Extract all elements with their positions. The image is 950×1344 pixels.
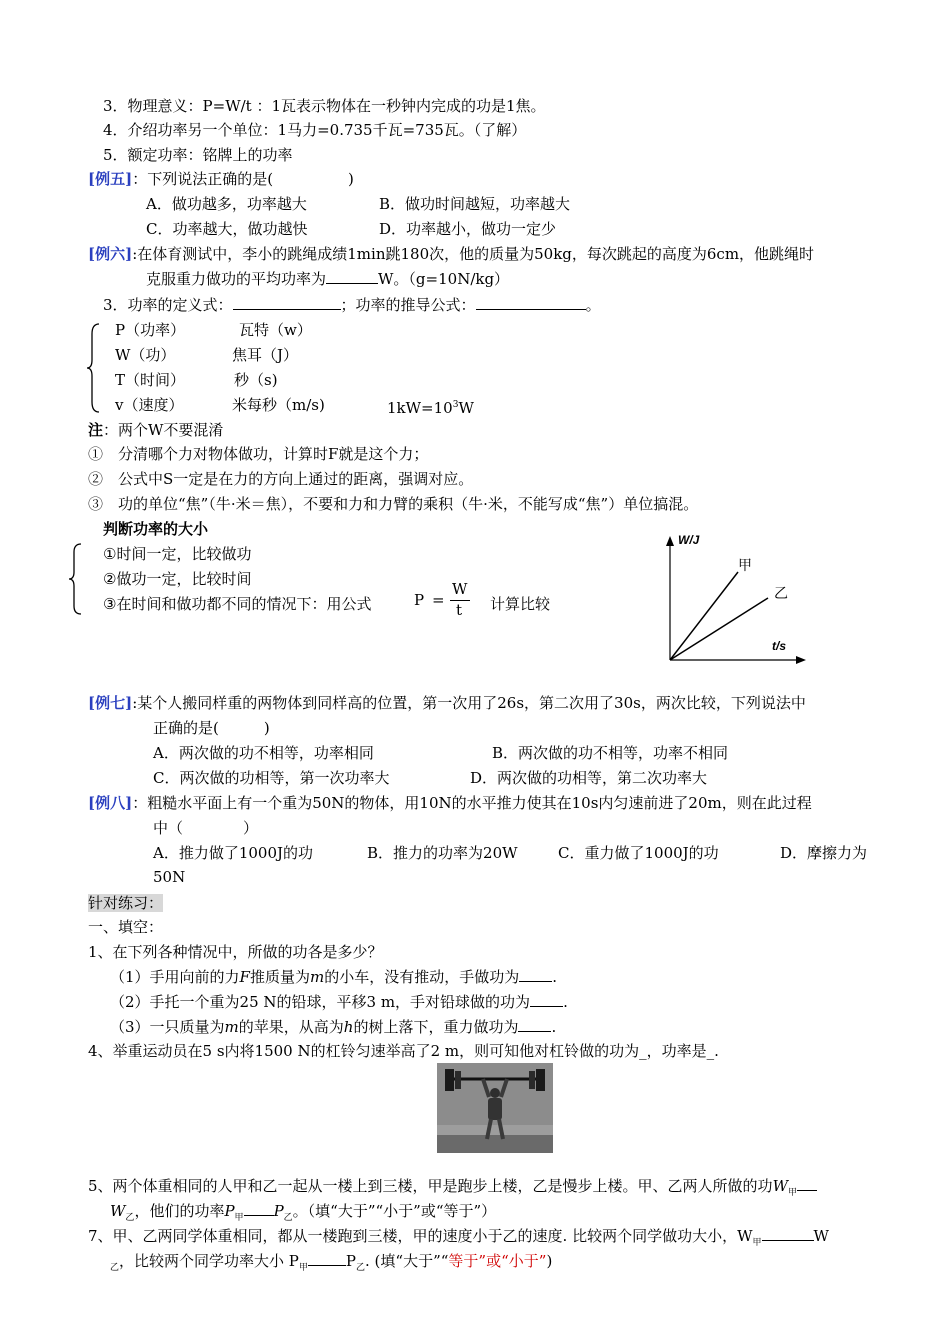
question-7-cont <box>110 1251 552 1278</box>
weightlifter-icon <box>437 1063 553 1153</box>
note-item: ① 分清哪个力对物体做功，计算时F就是这个力； <box>88 445 429 463</box>
variable: m <box>224 1018 239 1036</box>
option-a: A．做功越多，功率越大 <box>146 195 307 213</box>
question-text: 的树上落下，重力做功为 <box>353 1018 519 1036</box>
definition-label: 3．功率的定义式： <box>103 296 233 314</box>
variable: m <box>309 968 325 986</box>
left-brace-icon <box>68 542 84 616</box>
note-heading <box>88 420 223 440</box>
question-text: （3）一只质量为 <box>110 1018 225 1036</box>
question-text: 正确的是( ) <box>153 719 270 737</box>
option-b: B．推力的功率为20W <box>367 844 518 862</box>
question-text: 7、甲、乙两同学体重相同，都从一楼跑到三楼，甲的速度小于乙的速度. 比较两个同学做功大小，W <box>88 1227 753 1245</box>
variable: P <box>273 1202 284 1220</box>
conversion-text: W <box>458 399 474 417</box>
variable: W <box>772 1177 788 1195</box>
definition-label: 。 <box>585 296 601 314</box>
left-brace-icon <box>86 322 102 414</box>
question-text: W。（g=10N/kg） <box>378 270 510 288</box>
option-a: A．推力做了1000J的功 <box>153 844 314 862</box>
subscript: 甲 <box>234 1213 244 1223</box>
option-d: D．功率越小，做功一定少 <box>379 220 557 238</box>
question-text: 克服重力做功的平均功率为 <box>146 270 327 288</box>
example-7-question <box>88 693 806 713</box>
answer-blank <box>519 967 552 982</box>
note-item: ② 公式中S一定是在力的方向上通过的距离，强调对应。 <box>88 470 474 488</box>
formula-denominator: t <box>456 601 463 619</box>
option-b: B．做功时间越短，功率越大 <box>379 195 571 213</box>
variable: W <box>813 1227 829 1245</box>
subscript: 乙 <box>110 1263 120 1273</box>
question-5-cont <box>110 1201 496 1228</box>
x-axis-label: t/s <box>772 639 787 653</box>
option-b: B．两次做的功不相等，功率不相同 <box>492 744 729 762</box>
practice-label: 针对练习： <box>88 894 164 912</box>
practice-heading <box>88 893 163 913</box>
example-6-question-cont <box>146 269 509 289</box>
subscript: 甲 <box>787 1188 797 1198</box>
question-text: （2）手托一个重为25 N的铅球，平移3 m，手对铅球做的功为 <box>110 993 531 1011</box>
formula-numerator: W <box>452 580 468 598</box>
question-text: . (填“大于”“ <box>365 1252 449 1270</box>
question-text: 5、两个体重相同的人甲和乙一起从一楼上到三楼，甲是跑步上楼，乙是慢步上楼。甲、乙两人所做的功 <box>88 1177 773 1195</box>
answer-blank <box>530 992 563 1007</box>
option-c: C．功率越大，做功越快 <box>146 220 308 238</box>
unit-row-unit: 瓦特（w） <box>239 321 312 339</box>
answer-blank <box>244 1201 274 1216</box>
note-item: ③ 功的单位“焦”（牛·米＝焦），不要和力和力臂的乘积（牛·米，不能写成“焦”）单位搞混。 <box>88 495 699 513</box>
question-text: 的苹果，从高为 <box>238 1018 344 1036</box>
variable: h <box>343 1018 354 1036</box>
unit-conversion <box>387 395 474 418</box>
variable: P <box>345 1252 356 1270</box>
question-text: ：粗糙水平面上有一个重为50N的物体，用10N的水平推力使其在10s内匀速前进了20m，则在此过程 <box>132 794 812 812</box>
question-text: . <box>551 1018 557 1036</box>
judge-item: 计算比较 <box>490 595 551 613</box>
fill-heading: 一、填空： <box>88 918 164 936</box>
line-label: 乙 <box>774 586 788 602</box>
example-8-question <box>88 793 812 813</box>
question-text: ，他们的功率 <box>134 1202 225 1220</box>
option-a: A．两次做的功不相等，功率相同 <box>153 744 374 762</box>
answer-blank <box>797 1176 817 1191</box>
subscript: 乙 <box>356 1263 366 1273</box>
question-text: 。（填“大于”“小于”或“等于”） <box>292 1202 497 1220</box>
question-text: . <box>563 993 568 1011</box>
answer-blank <box>326 269 378 284</box>
example-tag: [例五] <box>88 170 133 188</box>
unit-row-label: v（速度） <box>115 396 184 414</box>
question-text: 的小车，没有推动，手做功为 <box>324 968 520 986</box>
example-5-question <box>88 169 354 189</box>
variable: P <box>224 1202 235 1220</box>
unit-row-label: P（功率） <box>115 321 186 339</box>
question-1-2 <box>110 992 568 1012</box>
subscript: 甲 <box>752 1238 762 1248</box>
question-7 <box>88 1226 829 1253</box>
unit-row-unit: 秒（s) <box>234 371 278 389</box>
option-c: C．重力做了1000J的功 <box>558 844 719 862</box>
question-1-3 <box>110 1017 556 1037</box>
line-label: 甲 <box>738 558 752 574</box>
weightlifter-photo <box>437 1063 553 1153</box>
question-4: 4、举重运动员在5 s内将1500 N的杠铃匀速举高了2 m，则可知他对杠铃做的功为_，功率是_. <box>88 1042 719 1060</box>
question-text: ：下列说法正确的是( ) <box>132 170 354 188</box>
highlighted-text: 等于”或“小于” <box>448 1252 547 1270</box>
question-1-1 <box>110 967 557 987</box>
line-jia <box>670 572 738 660</box>
question-text: 中（ ） <box>153 819 259 837</box>
option-c: C．两次做的功相等，第一次功率大 <box>153 769 390 787</box>
section-heading: 判断功率的大小 <box>103 520 209 538</box>
variable: F <box>239 968 250 986</box>
judge-item: ②做功一定，比较时间 <box>103 570 252 588</box>
formula-equals: = <box>432 591 445 609</box>
variable: W <box>110 1202 126 1220</box>
unit-row-label: T（时间） <box>115 371 186 389</box>
text-line: 5．额定功率：铭牌上的功率 <box>103 146 293 164</box>
answer-blank <box>233 295 341 310</box>
example-tag: [例七] <box>88 694 133 712</box>
subscript: 甲 <box>298 1263 308 1273</box>
conversion-text: 1kW=10 <box>387 399 453 417</box>
option-d: D．摩擦力为 <box>780 844 868 862</box>
answer-blank <box>518 1017 551 1032</box>
note-label: 注 <box>88 421 104 439</box>
answer-blank <box>762 1226 814 1241</box>
y-axis-label: W/J <box>678 533 700 547</box>
definition-line <box>103 295 601 315</box>
text-line: 4．介绍功率另一个单位：1马力=0.735千瓦=735瓦。（了解） <box>103 121 527 139</box>
example-6-question <box>88 244 814 264</box>
formula-p: P <box>414 591 425 609</box>
question-1: 1、在下列各种情况中，所做的功各是多少？ <box>88 943 383 961</box>
unit-row-unit: 米每秒（m/s) <box>232 396 325 414</box>
definition-label: ；功率的推导公式： <box>340 296 476 314</box>
question-text: ，比较两个同学功率大小 P <box>119 1252 299 1270</box>
note-text: ：两个W不要混淆 <box>103 421 224 439</box>
line-yi <box>670 598 768 660</box>
question-text: . <box>552 968 558 986</box>
question-text: 推质量为 <box>249 968 310 986</box>
judge-item: ①时间一定，比较做功 <box>103 545 252 563</box>
question-text: （1）手用向前的力 <box>110 968 240 986</box>
question-text: ) <box>546 1252 553 1270</box>
question-text: :某个人搬同样重的两物体到同样高的位置，第一次用了26s，第二次用了30s，两次比较，下列说法中 <box>132 694 806 712</box>
example-tag: [例六] <box>88 245 133 263</box>
exponent: 3 <box>452 400 459 410</box>
text-line: 3．物理意义：P=W/t ：1瓦表示物体在一秒钟内完成的功是1焦。 <box>103 97 546 115</box>
work-time-graph <box>650 532 810 672</box>
example-tag: [例八] <box>88 794 133 812</box>
subscript: 乙 <box>283 1213 293 1223</box>
option-d-cont: 50N <box>153 868 186 886</box>
unit-row-unit: 焦耳（J） <box>232 346 299 364</box>
question-text: :在体育测试中，李小的跳绳成绩1min跳180次，他的质量为50kg，每次跳起的高度为6cm，他跳绳时 <box>132 245 815 263</box>
answer-blank <box>308 1251 346 1266</box>
option-d: D．两次做的功相等，第二次功率大 <box>470 769 708 787</box>
question-5 <box>88 1176 817 1203</box>
unit-row-label: W（功） <box>115 346 176 364</box>
subscript: 乙 <box>125 1213 135 1223</box>
judge-item: ③在时间和做功都不同的情况下：用公式 <box>103 595 372 613</box>
answer-blank <box>476 295 586 310</box>
